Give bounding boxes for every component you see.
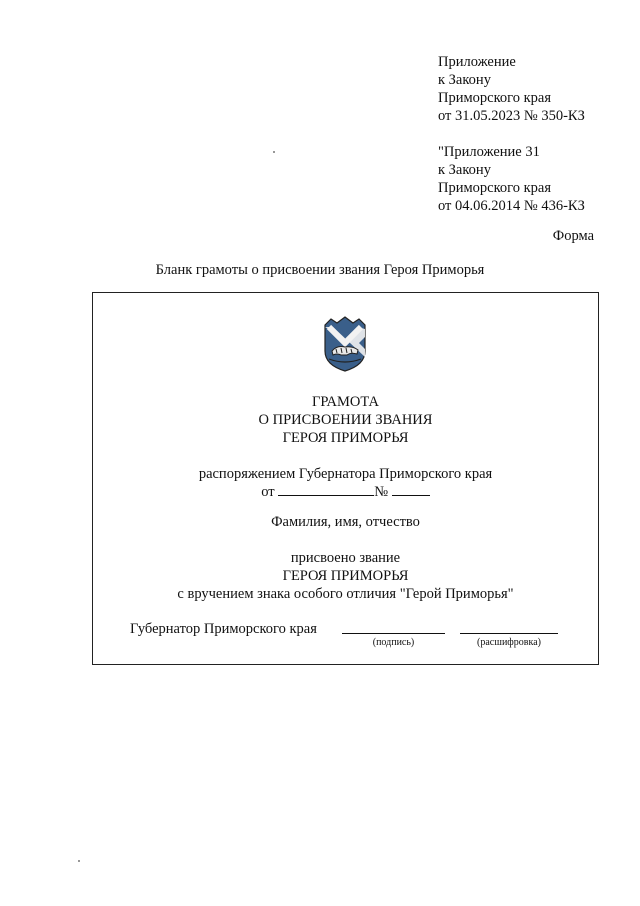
date-prefix: от	[261, 484, 275, 500]
signature-line	[342, 633, 445, 634]
certificate-heading-line: ГРАМОТА	[311, 394, 380, 410]
number-prefix: №	[374, 484, 389, 500]
appendix-line: от 31.05.2023 № 350-КЗ	[438, 108, 585, 124]
signature-caption: (подпись)	[372, 637, 415, 648]
presentation-line: с вручением знака особого отличия "Герой Приморья"	[177, 586, 514, 602]
awarded-line: присвоено звание	[290, 550, 401, 566]
title-awarded: ГЕРОЯ ПРИМОРЬЯ	[282, 568, 409, 584]
certificate-heading-line: ГЕРОЯ ПРИМОРЬЯ	[282, 430, 409, 446]
number-blank	[392, 495, 430, 496]
appendix-current-block	[438, 53, 585, 125]
form-label: Форма	[552, 228, 594, 244]
appendix-line: Приложение	[438, 54, 516, 70]
appendix-line: "Приложение 31	[438, 144, 540, 160]
decree-line: распоряжением Губернатора Приморского края	[198, 466, 493, 482]
decoding-line	[460, 633, 558, 634]
appendix-line: Приморского края	[438, 180, 552, 196]
date-number-line	[93, 483, 598, 501]
appendix-line: Приморского края	[438, 90, 552, 106]
document-title: Бланк грамоты о присвоении звания Героя Приморья	[155, 262, 485, 278]
appendix-line: к Закону	[438, 162, 491, 178]
appendix-original-block	[438, 143, 585, 215]
decoding-caption: (расшифровка)	[477, 637, 541, 648]
full-name-placeholder: Фамилия, имя, отчество	[271, 514, 420, 530]
scan-speck	[273, 151, 275, 153]
governor-label: Губернатор Приморского края	[130, 621, 317, 637]
appendix-line: от 04.06.2014 № 436-КЗ	[438, 198, 585, 214]
primorye-coat-of-arms-icon	[315, 313, 375, 373]
appendix-line: к Закону	[438, 72, 491, 88]
date-blank	[278, 495, 374, 496]
certificate-heading-line: О ПРИСВОЕНИИ ЗВАНИЯ	[258, 412, 433, 428]
scan-speck	[78, 860, 80, 862]
certificate-frame	[92, 292, 599, 665]
